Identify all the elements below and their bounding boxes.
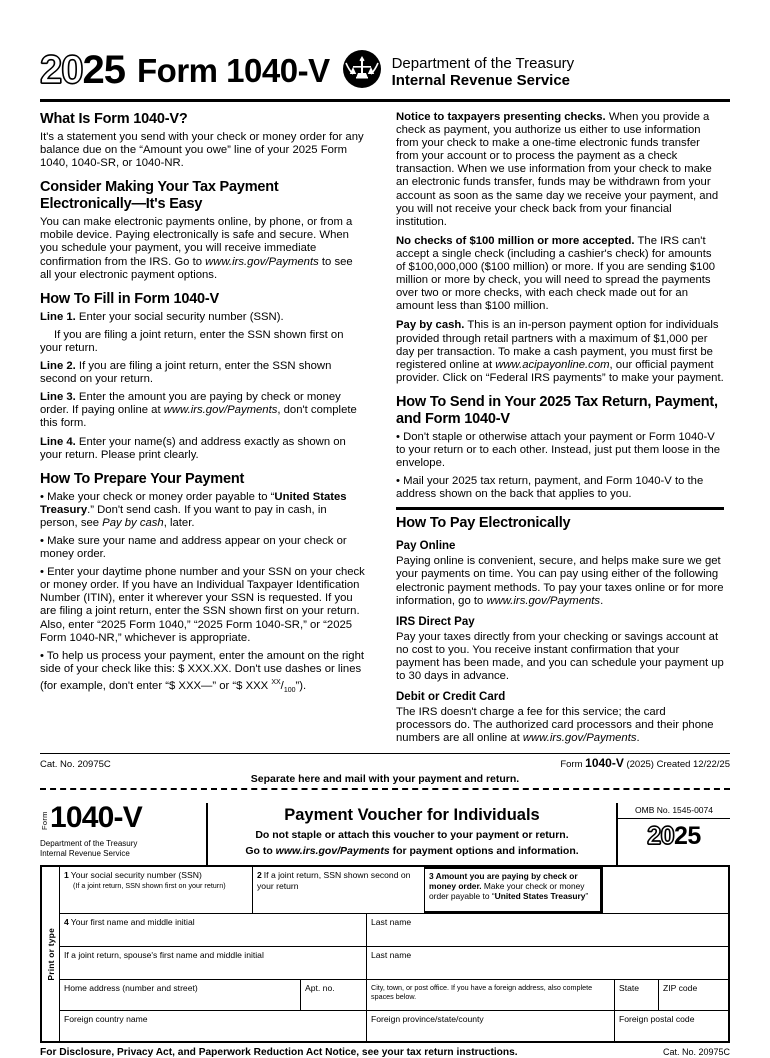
field-apt-no[interactable] (300, 980, 366, 1010)
field-zip-label: ZIP code (663, 983, 698, 994)
field-first-name-label (64, 917, 362, 927)
print-or-type-label (42, 867, 60, 1041)
instructions-columns (40, 111, 730, 751)
form-word: Form (560, 759, 586, 771)
text-debit-credit (396, 706, 724, 745)
text-what-is-1040v: It's a statement you send with your check or money order for any balance due on the “Amount you owe” line of your 2025 Form 1040, 1040-SR, or 1040-NR. (40, 131, 364, 170)
left-column (40, 111, 380, 751)
field-amount-text-b: ” (585, 890, 589, 901)
heading-how-to-fill: How To Fill in Form 1040-V (40, 290, 220, 307)
voucher-form-number: 1040-V (50, 801, 142, 835)
field-ssn-2-num: 2 (257, 870, 262, 881)
masthead-rule (40, 99, 730, 102)
separate-dashed-line (40, 788, 730, 790)
heading-what-is-1040v: What Is Form 1040-V? (40, 111, 188, 127)
print-or-type-text: Print or type (45, 928, 56, 981)
text-line3-a: Enter the amount you are paying by check or money order. If paying online at (40, 391, 341, 417)
text-line2-body: If you are filing a joint return, enter the SSN shown second on your return. (40, 360, 332, 386)
text-pay-by-cash (396, 319, 724, 384)
label-line3: Line 3. (40, 391, 76, 404)
field-city[interactable] (366, 980, 614, 1010)
text-line3-b: , don't complete this form. (40, 404, 357, 430)
voucher-omb-block (616, 803, 730, 865)
label-no-checks-100m: No checks of $100 million or more accepted. (396, 234, 635, 247)
text-line2 (40, 360, 366, 386)
voucher-row-4 (60, 979, 728, 1010)
text-line4 (40, 436, 366, 462)
masthead-year-outline: 20 (40, 48, 83, 92)
field-ssn-2-label (257, 870, 420, 891)
field-amount-text-a: Make your check or money order payable to “ (429, 880, 585, 901)
label-line2: Line 2. (40, 360, 76, 373)
voucher-form-word: Form (40, 811, 49, 831)
field-first-name-text: Your first name and middle initial (70, 917, 195, 928)
form-meta: (2025) Created 12/22/25 (623, 759, 730, 771)
text-pay-online (396, 555, 724, 607)
voucher-field-grid (60, 867, 728, 1041)
field-apt-no-label: Apt. no. (305, 983, 335, 994)
field-spouse-last-name[interactable] (366, 947, 728, 979)
bullet-mail-return: • Mail your 2025 tax return, payment, and Form 1040-V to the address shown on the back that applies to you. (396, 475, 704, 501)
voucher-omb-number: OMB No. 1545-0074 (618, 805, 730, 819)
bullet1-b: .” Don't send cash. If you want to pay in cash, in person, see (40, 503, 327, 529)
disclosure-notice: For Disclosure, Privacy Act, and Paperwork Reduction Act Notice, see your tax return instructions. (40, 1047, 518, 1058)
link-irs-payments-3: www.irs.gov/Payments (486, 594, 601, 607)
masthead-year (40, 50, 125, 90)
text-electronic-b: to see all your electronic payment options. (40, 255, 353, 281)
text-direct-pay: Pay your taxes directly from your checking or savings account at no cost to you. You receive instant confirmation that your payment has been made, and you can schedule your payment up to 30 days in advance. (396, 630, 724, 682)
field-home-address[interactable] (60, 980, 300, 1010)
voucher-agency (40, 839, 200, 859)
form-number-ref: 1040-V (585, 756, 624, 771)
text-no-checks-body: The IRS can't accept a single check (including a cashier's check) for amounts of $100,000,000 ($100 million) or more. If you are sending $100 million or more by check, you will need to spread the payments over two or more checks, with each check made out for an amount less than $100 million. (396, 234, 716, 313)
text-card-a: The IRS doesn't charge a fee for this service; the card processors do. The authorized card processors and their phone numbers are all online at (396, 706, 714, 745)
bullet-name-address: • Make sure your name and address appear on your check or money order. (40, 534, 347, 561)
voucher-goto-a: Go to (245, 845, 276, 858)
voucher-row-5 (60, 1010, 728, 1041)
field-foreign-province[interactable] (366, 1011, 614, 1041)
subheading-direct-pay: IRS Direct Pay (396, 615, 475, 628)
bullet4-frac-den: 100 (283, 686, 296, 694)
link-irs-payments-1: www.irs.gov/Payments (205, 255, 319, 268)
separate-here-text: Separate here and mail with your payment and return. (250, 773, 520, 786)
bullet-phone-ssn: • Enter your daytime phone number and your SSN on your check or money order. If you have an Individual Taxpayer Identification Number (ITIN), enter it wherever your SSN is requested. If you are filing a joint return, enter the SSN shown first on your return. Also, enter “2025 Form 1040,” “2025 Form 1040-SR,” or “2025 Form 1040-NR,” whichever is appropriate. (40, 566, 365, 644)
subheading-debit-credit: Debit or Credit Card (396, 691, 506, 704)
bullet-amount-format: • To help us process your payment, enter the amount on the right side of your check like this: $ XXX.XX. Don't use dashes or lines (for example, don't enter “$ XXX—” or “$ XXX $^{XX}/_{100}$”). (40, 649, 365, 694)
field-zip[interactable] (658, 980, 728, 1010)
bullet1-c: , later. (163, 516, 195, 529)
instructions-footer (40, 753, 730, 770)
field-foreign-country-label: Foreign country name (64, 1014, 148, 1025)
text-cash-a: This is an in-person payment option for individuals provided through retail partners with a maximum of $1,000 per day per transaction. To make a cash payment, you must first be registered online at (396, 319, 719, 371)
voucher-title-block (208, 803, 616, 865)
field-ssn-1-num: 1 (64, 870, 69, 881)
voucher-year-outline: 20 (647, 822, 674, 851)
voucher-form-row (40, 803, 200, 833)
text-payonline-a: Paying online is convenient, secure, and helps make sure we get your payments on time. You can pay using either of the following electronic payment methods. To pay your taxes online or for more information, go to (396, 555, 724, 607)
field-amount-paying[interactable] (424, 867, 602, 913)
label-line4: Line 4. (40, 435, 76, 448)
label-pay-by-cash: Pay by cash. (396, 319, 465, 332)
bullet4-b: ”). (295, 679, 307, 692)
voucher-row-2 (60, 913, 728, 946)
link-irs-payments-4: www.irs.gov/Payments (522, 732, 637, 745)
field-foreign-postal-label: Foreign postal code (619, 1014, 695, 1025)
text-cash-b: , our official payment provider. Click on “Federal IRS payments” to make your payment. (396, 358, 724, 384)
bullet4-frac-num: XX (271, 678, 281, 686)
voucher-service: Internal Revenue Service (40, 849, 130, 859)
label-line1: Line 1. (40, 310, 76, 323)
field-ssn-1[interactable] (60, 867, 252, 913)
voucher-row-1 (60, 867, 728, 913)
field-spouse-last-name-label: Last name (371, 950, 412, 961)
field-ssn-1-text: Your social security number (SSN) (70, 870, 202, 881)
voucher-department: Department of the Treasury (40, 839, 138, 849)
text-line1-cont: If you are filing a joint return, enter the SSN shown first on your return. (40, 328, 344, 354)
label-notice-checks: Notice to taxpayers presenting checks. (396, 111, 606, 123)
payment-voucher (40, 803, 730, 1058)
voucher-goto-link: www.irs.gov/Payments (275, 845, 390, 858)
field-state-label: State (619, 983, 640, 994)
masthead-form-title: Form 1040-V (137, 52, 330, 89)
field-amount-num: 3 (429, 871, 434, 882)
bullet1-a: • Make your check or money order payable to “ (40, 490, 275, 503)
field-ssn-1-label (64, 870, 248, 889)
link-acipayonline: www.acipayonline.com (495, 358, 610, 371)
voucher-form-id (40, 803, 208, 865)
field-amount-entry[interactable] (602, 867, 728, 913)
field-last-name[interactable] (366, 914, 728, 946)
field-last-name-label: Last name (371, 917, 412, 928)
bullet4-a: • To help us process your payment, enter the amount on the right side of your check like this: $ XXX.XX. Don't use dashes or lines (for example, don't enter “$ XXX—” or “$ XXX (40, 649, 365, 692)
voucher-row-3 (60, 946, 728, 979)
field-ssn-2-text: If a joint return, SSN shown second on your return (257, 870, 411, 891)
irs-eagle-seal-icon (342, 49, 382, 89)
text-card-b: . (636, 732, 640, 745)
field-first-name[interactable] (60, 914, 366, 946)
field-foreign-province-label: Foreign province/state/county (371, 1014, 484, 1025)
bullet-dont-staple: • Don't staple or otherwise attach your payment or Form 1040-V to your return or to each other. Instead, just put them loose in the envelope. (396, 430, 721, 470)
field-ssn-2[interactable] (252, 867, 424, 913)
text-line3 (40, 391, 366, 430)
subheading-pay-online: Pay Online (396, 540, 456, 553)
how-to-pay-rule (396, 507, 724, 510)
instructions-cat-no: Cat. No. 20975C (40, 759, 111, 771)
voucher-title: Payment Voucher for Individuals (284, 806, 540, 825)
field-amount-label (429, 872, 596, 901)
link-irs-payments-2: www.irs.gov/Payments (163, 404, 278, 417)
field-amount-bold2: United States Treasury (494, 890, 586, 901)
agency-department: Department of the Treasury (391, 55, 575, 72)
masthead-year-solid: 25 (82, 48, 125, 92)
text-no-checks-100m (396, 235, 724, 314)
voucher-subtitle-staple: Do not staple or attach this voucher to your payment or return. (255, 829, 569, 842)
voucher-subtitle-goto (212, 845, 612, 858)
heading-how-to-pay: How To Pay Electronically (396, 515, 571, 532)
right-column (384, 111, 724, 751)
voucher-header (40, 803, 730, 865)
heading-how-to-prepare: How To Prepare Your Payment (40, 470, 245, 487)
voucher-year (618, 821, 730, 851)
voucher-year-solid: 25 (674, 822, 701, 851)
field-foreign-postal[interactable] (614, 1011, 728, 1041)
field-home-address-label: Home address (number and street) (64, 983, 198, 994)
bullet1-italic: Pay by cash (102, 516, 164, 529)
bullet1-bold: United States Treasury (40, 490, 347, 516)
field-spouse-first-name-label: If a joint return, spouse's first name and middle initial (64, 950, 264, 961)
field-first-name-num: 4 (64, 917, 69, 928)
voucher-goto-b: for payment options and information. (389, 845, 579, 858)
field-city-label: City, town, or post office. If you have a foreign address, also complete spaces below. (371, 983, 593, 1002)
field-amount-bold: Amount you are paying by check or money order. (429, 871, 578, 891)
field-state[interactable] (614, 980, 658, 1010)
bullet-payable-to (40, 491, 366, 530)
agency-block (392, 55, 575, 89)
text-notice-checks (396, 111, 724, 229)
field-spouse-first-name[interactable] (60, 947, 366, 979)
voucher-footer (40, 1047, 730, 1058)
text-line1-body: Enter your social security number (SSN). (75, 310, 284, 323)
heading-how-to-send: How To Send in Your 2025 Tax Return, Payment, and Form 1040-V (396, 393, 718, 427)
masthead (40, 0, 730, 90)
instructions-form-ref (560, 756, 730, 770)
text-payonline-b: . (600, 594, 604, 607)
text-line1 (40, 311, 366, 324)
voucher-cat-no: Cat. No. 20975C (662, 1047, 730, 1058)
text-notice-checks-body: When you provide a check as payment, you authorize us either to use information from your check to make a one-time electronic funds transfer from your account or to process the payment as a check transaction. When we use information from your check to make an electronic funds transfer, funds may be withdrawn from your account as soon as the same day we receive your payment, and you will not receive your check back from your financial institution. (396, 111, 719, 228)
text-electronic-a: You can make electronic payments online, by phone, or from a mobile device. Paying electronically is safe and secure. When you schedule your payment, you will receive immediate confirmation from the IRS. Go to (40, 216, 353, 268)
heading-consider-electronic: Consider Making Your Tax Payment Electronically—It's Easy (40, 179, 279, 213)
agency-service: Internal Revenue Service (391, 72, 571, 89)
field-foreign-country[interactable] (60, 1011, 366, 1041)
field-ssn-1-sub: (If a joint return, SSN shown first on your return) (73, 880, 226, 890)
text-consider-electronic (40, 216, 366, 281)
text-line4-body: Enter your name(s) and address exactly as shown on your return. Please print clearly. (40, 435, 346, 461)
voucher-fields (40, 865, 730, 1043)
